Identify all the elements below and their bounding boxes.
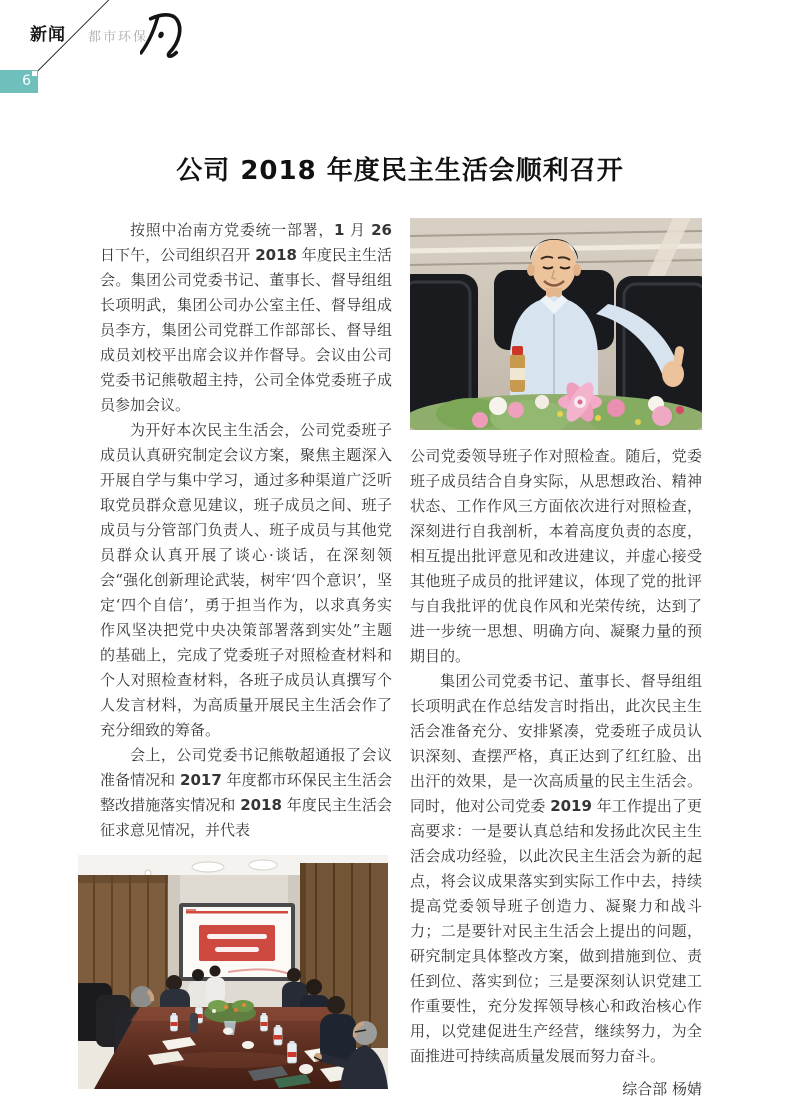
paragraph-1: 按照中冶南方党委统一部署，1 月 26 日下午，公司组织召开 2018 年度民主生活会。集团公司党委书记、董事长、督导组组长项明武，集团公司办公室主任、督导组成员李方，集团公司党群工作部部长、督导组成员刘校平出席会议并作督导。会议由公司党委书记熊敬超主持，公司全体党委班子成员参加会议。	[100, 221, 392, 414]
paragraph-2: 为开好本次民主生活会，公司党委班子成员认真研究制定会议方案，聚焦主题深入开展自学与集中学习，通过多种渠道广泛听取党员群众意见建议，班子成员之间、班子成员与分管部门负责人、班子成员与其他党员群众认真开展了谈心·谈话，在深刻领会“强化创新理论武装，树牢‘四个意识’，坚定‘四个自信’，勇于担当作为，以求真务实作风坚决把党中央决策部署落到实处”主题的基础上，完成了党委班子对照检查材料和个人对照检查材料，各班子成员认真撰写个人发言材料，为高质量开展民主生活会作了充分细致的筹备。	[100, 421, 392, 739]
page-number-badge	[0, 70, 38, 93]
byline: 综合部 杨婧	[622, 1080, 702, 1098]
badge-notch	[32, 71, 37, 76]
section-label: 新闻	[30, 25, 66, 45]
bottle	[510, 346, 525, 392]
paragraph-4: 公司党委领导班子作对照检查。随后，党委班子成员结合自身实际，从思想政治、精神状态、工作作风三方面依次进行对照检查，深刻进行自我剖析，本着高度负责的态度，相互提出批评意见和改进建议，并虚心接受其他班子成员的批评建议，体现了党的批评与自我批评的优良作风和光荣传统，达到了进一步统一思想、明确方向、凝聚力量的预期目的。	[410, 447, 702, 665]
leader-photo-graphic	[410, 218, 702, 430]
article-title: 公司 2018 年度民主生活会顺利召开	[176, 156, 624, 186]
right-column	[410, 218, 702, 1100]
meeting-photo	[78, 855, 388, 1089]
left-column	[100, 218, 392, 1089]
leader-photo	[410, 218, 702, 430]
paragraph-3: 会上，公司党委书记熊敬超通报了会议准备情况和 2017 年度都市环保民主生活会整改措施落实情况和 2018 年度民主生活会征求意见情况，并代表	[100, 746, 392, 839]
page-number: 6	[22, 73, 31, 89]
paragraph-5: 集团公司党委书记、董事长、督导组组长项明武在作总结发言时指出，此次民主生活会准备充分、安排紧凑，党委班子成员认识深刻、查摆严格，真正达到了红红脸、出出汗的效果，是一次高质量的民主生活会。同时，他对公司党委 2019 年工作提出了更高要求：一是要认真总结和发扬此次民主生活会成功经验，以此次民主生活会为新的起点，将会议成果落实到实际工作中去，持续提高党委领导班子创造力、凝聚力和战斗力；二是要针对民主生活会上提出的问题，研究制定具体整改方案，做到措施到位、责任到位、落实到位；三是要深刻认识党建工作重要性，充分发挥领导核心和政治核心作用，以党建促进生产经营，继续努力，为全面推进可持续高质量发展而努力奋斗。	[410, 672, 702, 1065]
brand-calligraphy-icon	[140, 10, 184, 60]
publication-name: 都市环保	[88, 30, 149, 45]
meeting-photo-graphic	[78, 855, 388, 1089]
